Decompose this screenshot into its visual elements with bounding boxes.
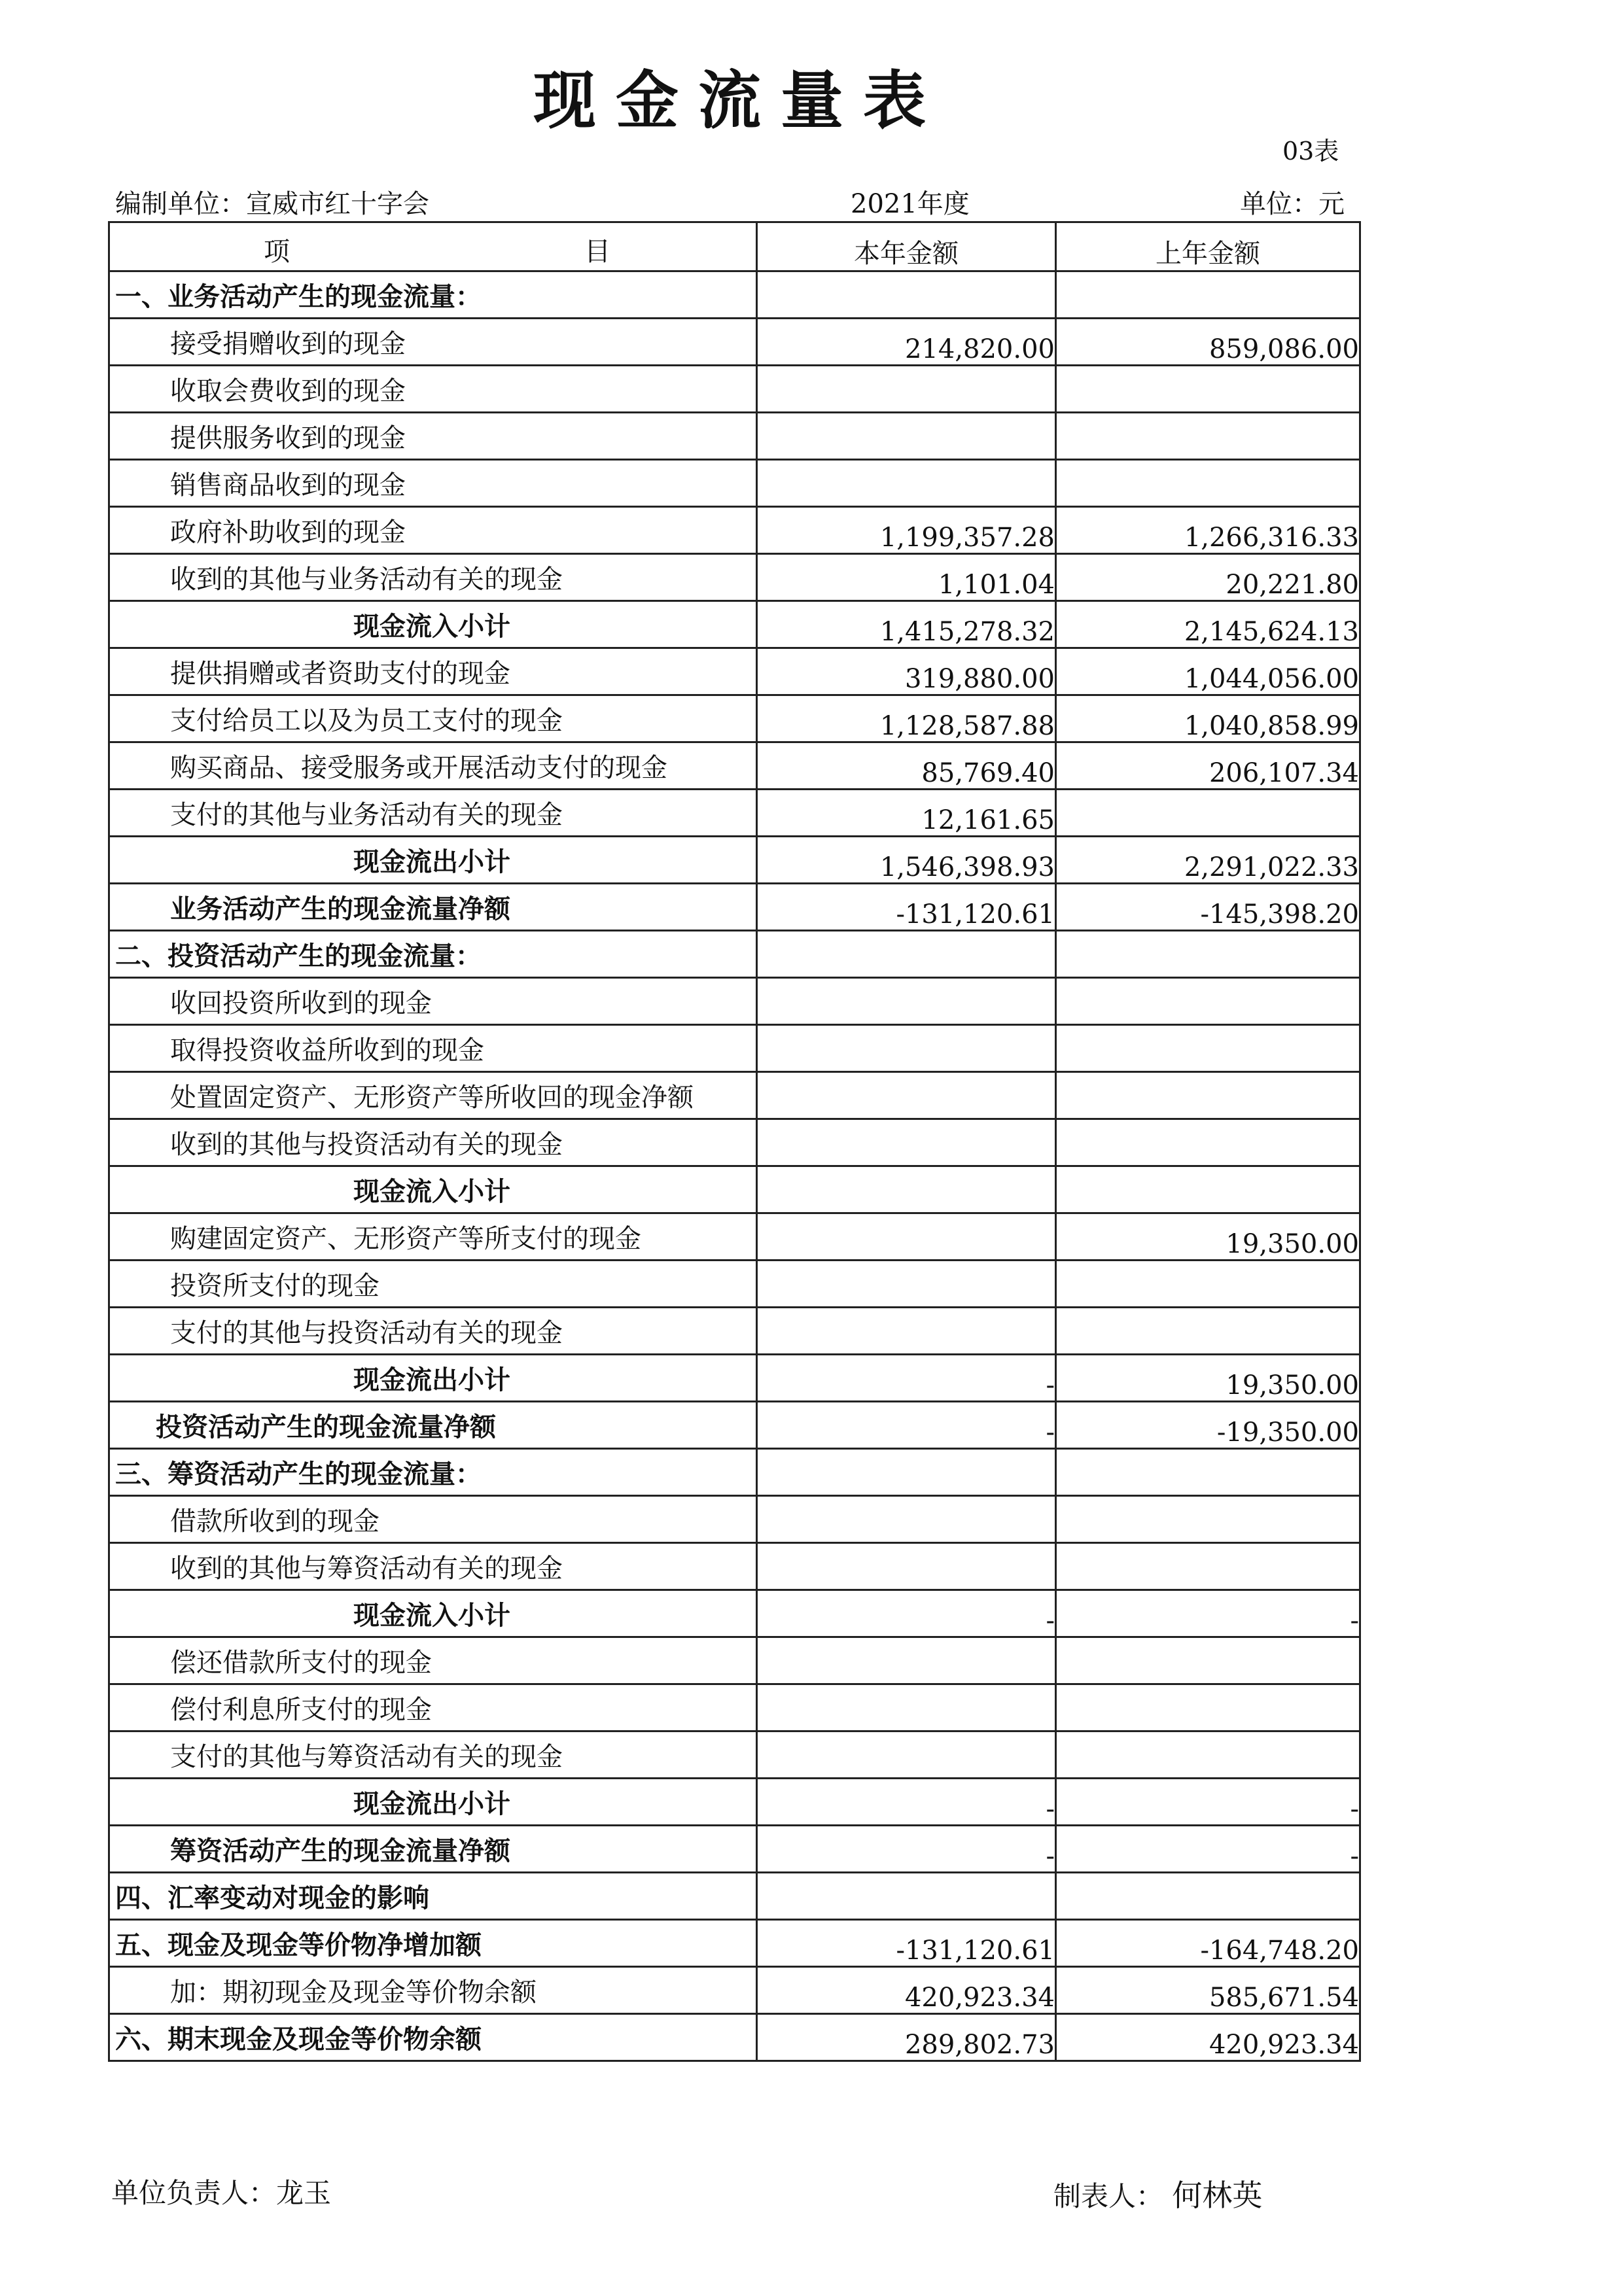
row-label: 政府补助收到的现金 <box>109 507 757 554</box>
cash-flow-table <box>108 221 1361 2062</box>
current-amount <box>757 1543 1056 1590</box>
row-label: 支付的其他与筹资活动有关的现金 <box>109 1731 757 1779</box>
previous-amount: 585,671.54 <box>1056 1967 1360 2014</box>
table-header-row <box>109 222 1360 271</box>
previous-amount: 20,221.80 <box>1056 554 1360 601</box>
current-amount: 1,546,398.93 <box>757 837 1056 884</box>
previous-amount: 19,350.00 <box>1056 1213 1360 1261</box>
current-amount: 1,128,587.88 <box>757 695 1056 742</box>
previous-amount: 1,266,316.33 <box>1056 507 1360 554</box>
current-amount: 12,161.65 <box>757 790 1056 837</box>
table-row <box>109 1496 1360 1543</box>
net-flow-row <box>109 884 1360 931</box>
current-amount: 214,820.00 <box>757 319 1056 366</box>
table-row <box>109 413 1360 460</box>
current-amount: 1,415,278.32 <box>757 601 1056 648</box>
row-label: 支付给员工以及为员工支付的现金 <box>109 695 757 742</box>
current-amount: 420,923.34 <box>757 1967 1056 2014</box>
row-label: 提供服务收到的现金 <box>109 413 757 460</box>
previous-amount: 2,145,624.13 <box>1056 601 1360 648</box>
table-row <box>109 695 1360 742</box>
page-title: 现金流量表 <box>533 63 945 137</box>
previous-amount <box>1056 460 1360 507</box>
previous-amount: - <box>1056 1826 1360 1873</box>
row-label: 偿还借款所支付的现金 <box>109 1637 757 1684</box>
previous-amount <box>1056 1731 1360 1779</box>
table-row <box>109 1967 1360 2014</box>
previous-amount: 1,040,858.99 <box>1056 695 1360 742</box>
current-amount: - <box>757 1355 1056 1402</box>
previous-amount <box>1056 1543 1360 1590</box>
previous-amount: 206,107.34 <box>1056 742 1360 790</box>
row-label: 二、投资活动产生的现金流量： <box>109 931 757 978</box>
previous-amount: - <box>1056 1779 1360 1826</box>
current-amount: 85,769.40 <box>757 742 1056 790</box>
subtotal-row <box>109 1355 1360 1402</box>
row-label: 收到的其他与业务活动有关的现金 <box>109 554 757 601</box>
table-row <box>109 1261 1360 1308</box>
current-amount <box>757 413 1056 460</box>
current-amount <box>757 1496 1056 1543</box>
previous-amount: -145,398.20 <box>1056 884 1360 931</box>
row-label: 六、期末现金及现金等价物余额 <box>109 2014 757 2061</box>
current-amount <box>757 1261 1056 1308</box>
row-label: 现金流入小计 <box>109 601 757 648</box>
row-label: 投资所支付的现金 <box>109 1261 757 1308</box>
row-label: 支付的其他与投资活动有关的现金 <box>109 1308 757 1355</box>
table-row <box>109 1213 1360 1261</box>
subtotal-row <box>109 1779 1360 1826</box>
subtotal-row <box>109 837 1360 884</box>
previous-amount <box>1056 931 1360 978</box>
current-amount: 1,101.04 <box>757 554 1056 601</box>
table-row <box>109 1731 1360 1779</box>
table-row <box>109 648 1360 695</box>
previous-amount: 2,291,022.33 <box>1056 837 1360 884</box>
row-label: 四、汇率变动对现金的影响 <box>109 1873 757 1920</box>
table-row <box>109 742 1360 790</box>
item-column-header <box>109 222 757 271</box>
current-year-header: 本年金额 <box>757 222 1056 271</box>
current-amount <box>757 1684 1056 1731</box>
row-label: 销售商品收到的现金 <box>109 460 757 507</box>
row-label: 现金流入小计 <box>109 1166 757 1213</box>
row-label: 提供捐赠或者资助支付的现金 <box>109 648 757 695</box>
previous-amount <box>1056 413 1360 460</box>
previous-amount <box>1056 978 1360 1025</box>
previous-amount <box>1056 1637 1360 1684</box>
current-amount: -131,120.61 <box>757 884 1056 931</box>
table-row <box>109 1684 1360 1731</box>
row-label: 现金流出小计 <box>109 1779 757 1826</box>
previous-amount <box>1056 1166 1360 1213</box>
row-label: 收回投资所收到的现金 <box>109 978 757 1025</box>
current-amount: - <box>757 1826 1056 1873</box>
previous-amount: -19,350.00 <box>1056 1402 1360 1449</box>
previous-amount: 1,044,056.00 <box>1056 648 1360 695</box>
row-label: 收到的其他与筹资活动有关的现金 <box>109 1543 757 1590</box>
row-label: 筹资活动产生的现金流量净额 <box>109 1826 757 1873</box>
current-amount <box>757 1731 1056 1779</box>
form-number: 03表 <box>1282 137 1339 165</box>
previous-amount <box>1056 1496 1360 1543</box>
row-label: 投资活动产生的现金流量净额 <box>109 1402 757 1449</box>
table-row <box>109 460 1360 507</box>
current-amount <box>757 1025 1056 1072</box>
current-amount: 289,802.73 <box>757 2014 1056 2061</box>
table-row <box>109 1637 1360 1684</box>
current-amount <box>757 271 1056 319</box>
row-label: 收取会费收到的现金 <box>109 366 757 413</box>
previous-amount <box>1056 1684 1360 1731</box>
previous-amount <box>1056 1072 1360 1119</box>
section-row <box>109 931 1360 978</box>
current-amount <box>757 1449 1056 1496</box>
current-amount <box>757 1873 1056 1920</box>
previous-amount <box>1056 1119 1360 1166</box>
table-row <box>109 319 1360 366</box>
previous-amount: 420,923.34 <box>1056 2014 1360 2061</box>
previous-amount: 19,350.00 <box>1056 1355 1360 1402</box>
section-row <box>109 1873 1360 1920</box>
previous-amount <box>1056 271 1360 319</box>
row-label: 业务活动产生的现金流量净额 <box>109 884 757 931</box>
section-row <box>109 1449 1360 1496</box>
previous-amount: - <box>1056 1590 1360 1637</box>
currency-unit: 单位：元 <box>1240 189 1345 219</box>
row-label: 收到的其他与投资活动有关的现金 <box>109 1119 757 1166</box>
current-amount: -131,120.61 <box>757 1920 1056 1967</box>
row-label: 购建固定资产、无形资产等所支付的现金 <box>109 1213 757 1261</box>
current-amount: - <box>757 1590 1056 1637</box>
table-row <box>109 1308 1360 1355</box>
row-label: 购买商品、接受服务或开展活动支付的现金 <box>109 742 757 790</box>
subtotal-row <box>109 1590 1360 1637</box>
table-row <box>109 1072 1360 1119</box>
previous-amount <box>1056 1261 1360 1308</box>
preparer-label: 制表人： <box>1053 2180 1164 2212</box>
preparer <box>1053 2172 1262 2215</box>
row-label: 偿付利息所支付的现金 <box>109 1684 757 1731</box>
table-row <box>109 507 1360 554</box>
net-flow-row <box>109 1402 1360 1449</box>
current-amount <box>757 1072 1056 1119</box>
row-label: 加：期初现金及现金等价物余额 <box>109 1967 757 2014</box>
report-period: 2021年度 <box>851 189 970 219</box>
responsible-person: 单位负责人：龙玉 <box>111 2177 332 2209</box>
current-amount: 319,880.00 <box>757 648 1056 695</box>
row-label: 三、筹资活动产生的现金流量： <box>109 1449 757 1496</box>
current-amount <box>757 931 1056 978</box>
row-label: 支付的其他与业务活动有关的现金 <box>109 790 757 837</box>
current-amount: - <box>757 1402 1056 1449</box>
previous-amount <box>1056 366 1360 413</box>
table-row <box>109 1025 1360 1072</box>
section-row <box>109 1920 1360 1967</box>
row-label: 现金流入小计 <box>109 1590 757 1637</box>
current-amount <box>757 1166 1056 1213</box>
current-amount <box>757 366 1056 413</box>
previous-amount: 859,086.00 <box>1056 319 1360 366</box>
preparer-name: 何林英 <box>1172 2178 1263 2213</box>
row-label: 取得投资收益所收到的现金 <box>109 1025 757 1072</box>
table-row <box>109 1119 1360 1166</box>
row-label: 处置固定资产、无形资产等所收回的现金净额 <box>109 1072 757 1119</box>
current-amount <box>757 1637 1056 1684</box>
previous-amount <box>1056 1873 1360 1920</box>
row-label: 五、现金及现金等价物净增加额 <box>109 1920 757 1967</box>
table-row <box>109 271 1360 319</box>
subtotal-row <box>109 601 1360 648</box>
table-row <box>109 366 1360 413</box>
row-label: 借款所收到的现金 <box>109 1496 757 1543</box>
net-flow-row <box>109 1826 1360 1873</box>
previous-amount <box>1056 1025 1360 1072</box>
table-row <box>109 978 1360 1025</box>
item-header-part1: 项 <box>264 237 290 267</box>
previous-amount <box>1056 790 1360 837</box>
row-label: 现金流出小计 <box>109 1355 757 1402</box>
previous-amount <box>1056 1449 1360 1496</box>
org-name: 编制单位：宣威市红十字会 <box>115 189 429 219</box>
table-row <box>109 790 1360 837</box>
current-amount <box>757 1308 1056 1355</box>
current-amount <box>757 1119 1056 1166</box>
table-row <box>109 554 1360 601</box>
row-label: 接受捐赠收到的现金 <box>109 319 757 366</box>
current-amount <box>757 1213 1056 1261</box>
section-row <box>109 2014 1360 2061</box>
previous-year-header: 上年金额 <box>1056 222 1360 271</box>
previous-amount <box>1056 1308 1360 1355</box>
current-amount: 1,199,357.28 <box>757 507 1056 554</box>
previous-amount: -164,748.20 <box>1056 1920 1360 1967</box>
current-amount: - <box>757 1779 1056 1826</box>
row-label: 现金流出小计 <box>109 837 757 884</box>
item-header-part2: 目 <box>584 237 610 267</box>
subtotal-row <box>109 1166 1360 1213</box>
row-label: 一、业务活动产生的现金流量： <box>109 271 757 319</box>
current-amount <box>757 460 1056 507</box>
table-row <box>109 1543 1360 1590</box>
current-amount <box>757 978 1056 1025</box>
